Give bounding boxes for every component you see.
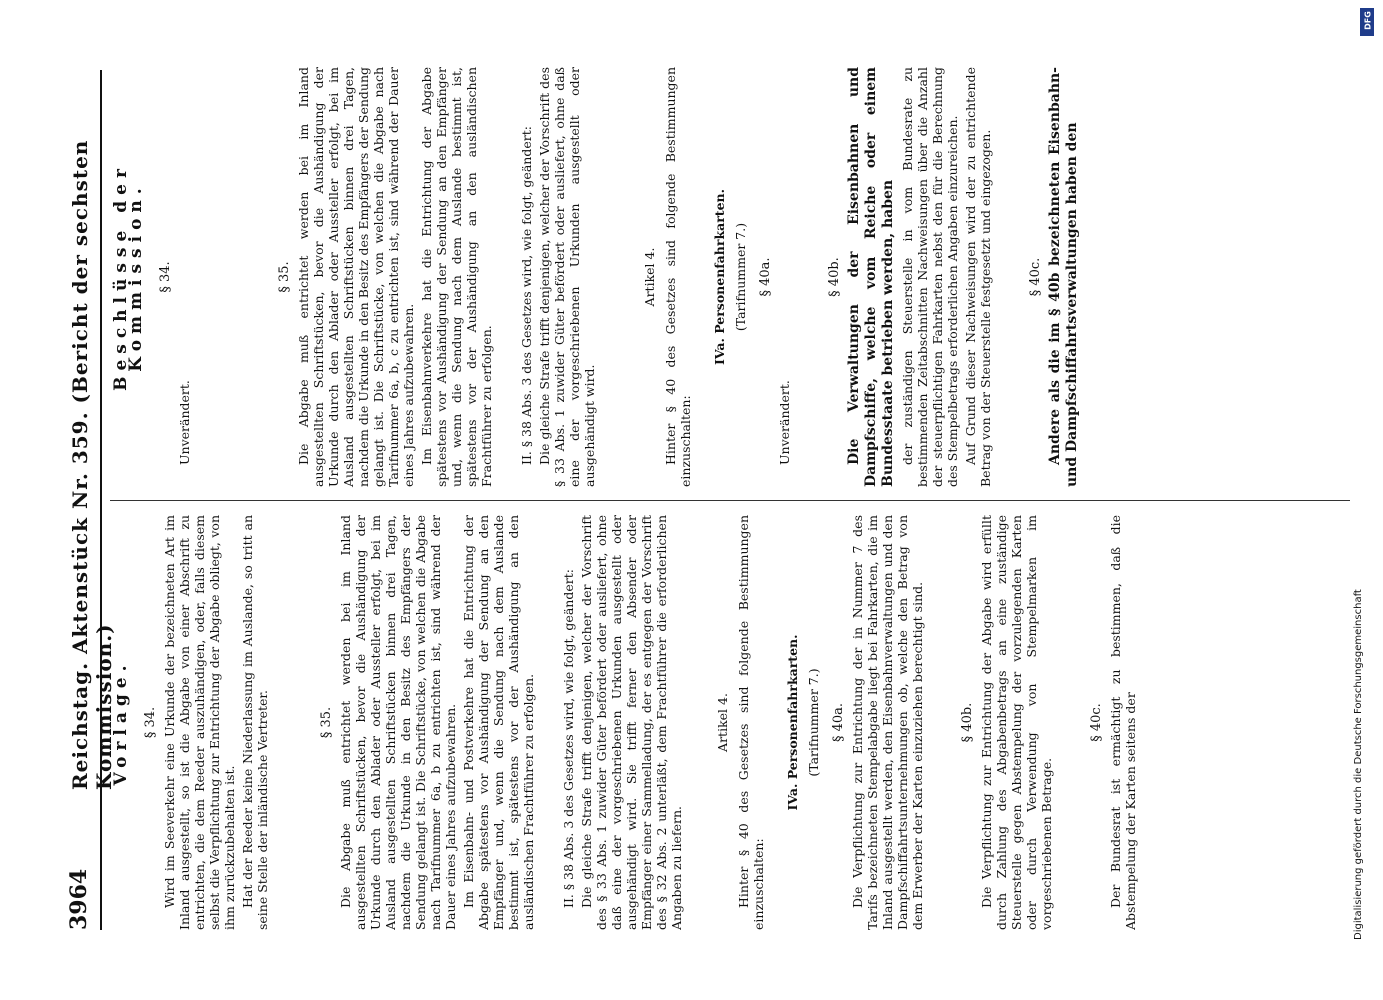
section-40b-paragraph-1-cont: der zuständigen Steuerstelle in vom Bundesrate zu bestimmenden Zeitabschnitten Nachweisungen über die Anzahl der steuerpflichtigen Fahrkarten nebst den für die Berechnung des Stempelbetrags erforderlichen Angaben einzureichen.: [900, 67, 960, 487]
dfg-logo-text: DFG: [1363, 11, 1373, 30]
section-40a-text-right: Unverändert.: [777, 380, 792, 465]
section-34-text-right: Unverändert.: [177, 380, 192, 465]
column-heading-beschluesse: Beschlüsse der Kommission.: [111, 163, 146, 391]
section-IVa-title: IVa. Personenfahrkarten.: [785, 634, 800, 811]
column-heading-vorlage: Vorlage.: [111, 659, 131, 786]
section-IVa-subtitle: (Tarifnummer 7.): [806, 668, 821, 777]
digitization-watermark: [1350, 40, 1372, 940]
section-40a-title-right: § 40a.: [758, 257, 773, 297]
section-40b-paragraph-1-bold: Die Verwaltungen der Eisenbahnen und Dampfschiffe, welche vom Reiche oder einem Bundesstaate betrieben werden, haben: [846, 67, 896, 487]
section-35-paragraph-1: Die Abgabe muß entrichtet werden bei im Inland ausgestellten Schriftstücken, bevor die Aushändigung der Urkunde durch den Ablader oder Aussteller erfolgt, bei im Ausland ausgestellten Schriftstücken binnen drei Tagen, nachdem die Urkunde in den Besitz des Empfängers der Sendung gelangt ist. Die Schriftstücke, von welchen die Abgabe nach Tarifnummer 6a, b zu entrichten ist, sind während der Dauer eines Jahres aufzubewahren.: [338, 515, 458, 930]
section-35-paragraph-2: Im Eisenbahn- und Postverkehre hat die Entrichtung der Abgabe spätestens vor Aushändigung der Sendung an den Empfänger und, wenn die Sendung nach dem Auslande bestimmt ist, spätestens vor der Aushändigung an den ausländischen Frachtführer zu erfolgen.: [461, 515, 536, 930]
dfg-logo: [1360, 8, 1374, 36]
page-header: [60, 70, 116, 930]
amendment-II-intro: II. § 38 Abs. 3 des Gesetzes wird, wie folgt, geändert:: [561, 569, 576, 908]
amendment-II-text: Die gleiche Strafe trifft denjenigen, welcher der Vorschrift des § 33 Abs. 1 zuwider Güter befördert oder ausliefert, ohne daß eine der vorgeschriebenen Urkunden ausgestellt oder ausgehändigt wird. Sie trifft ferner den Absender oder Empfänger einer Sammelladung, der es entgegen der Vorschrift des § 32 Abs. 2 unterläßt, dem Frachtführer die erforderlichen Angaben zu liefern.: [579, 515, 684, 930]
amendment-II-text-right: Die gleiche Strafe trifft denjenigen, welcher der Vorschrift des § 33 Abs. 1 zuwider Güter befördert oder ausliefert, ohne daß eine der vorgeschriebenen Urkunden ausgestellt oder ausgehändigt wird.: [537, 67, 597, 487]
section-40a-title: § 40a.: [831, 702, 846, 743]
section-34-title-right: § 34.: [158, 261, 173, 293]
section-40b-title: § 40b.: [960, 702, 975, 743]
amendment-II-intro-right: II. § 38 Abs. 3 des Gesetzes wird, wie folgt, geändert:: [519, 126, 534, 465]
section-IVa-subtitle-right: (Tarifnummer 7.): [733, 222, 748, 332]
section-IVa-title-right: IVa. Personenfahrkarten.: [712, 189, 727, 365]
article-4-text-right: Hinter § 40 des Gesetzes sind folgende Bestimmungen einzuschalten:: [663, 67, 693, 487]
section-40b-paragraph-2: Auf Grund dieser Nachweisungen wird der zu entrichtende Betrag von der Steuerstelle festgesetzt und eingezogen.: [963, 67, 993, 487]
section-35-title-right: § 35.: [277, 261, 292, 293]
page-title: Reichstag. Aktenstück Nr. 359. (Bericht der sechsten Kommission.): [68, 139, 116, 790]
section-34-title: § 34.: [143, 706, 158, 739]
column-vorlage: [110, 500, 1350, 930]
watermark-text: Digitalisierung gefördert durch die Deutsche Forschungsgemeinschaft: [1353, 589, 1364, 940]
section-40b-text: Die Verpflichtung zur Entrichtung der Abgabe wird erfüllt durch Zahlung des Abgabenbetrags an eine zuständige Steuerstelle gegen Abstempelung der vorzulegenden Karten oder durch Verwendung von Stempelmarken im vorgeschriebenen Betrage.: [979, 515, 1054, 930]
section-40c-title-right: § 40c.: [1028, 257, 1043, 297]
section-40c-title: § 40c.: [1089, 703, 1104, 742]
section-40b-title-right: § 40b.: [827, 257, 842, 297]
section-34-paragraph-1: Wird im Seeverkehr eine Urkunde der bezeichneten Art im Inland ausgestellt, so ist die Abgabe von einer Abschrift zu entrichten, die dem Reeder auszuhändigen, oder, falls diesem selbst die Verpflichtung zur Entrichtung der Abgabe obliegt, von ihm zurückzubehalten ist.: [162, 515, 237, 930]
column-beschluesse: [110, 67, 1350, 495]
article-4-title-right: Artikel 4.: [642, 247, 657, 307]
article-4-title: Artikel 4.: [715, 693, 730, 752]
section-40a-text: Die Verpflichtung zur Entrichtung der in Nummer 7 des Tarifs bezeichneten Stempelabgabe liegt bei Fahrkarten, die im Inland ausgestellt werden, den Eisenbahnverwaltungen und den Dampfschiffahrtsunternehmungen ob, welche den Betrag von dem Erwerber der Karten einzuziehen berechtigt sind.: [850, 515, 925, 930]
section-35-paragraph-1-right: Die Abgabe muß entrichtet werden bei im Inland ausgestellten Schriftstücken, bevor die Aushändigung der Urkunde durch den Ablader oder Aussteller erfolgt, bei im Ausland ausgestellten Schriftstücken binnen drei Tagen, nachdem die Urkunde in den Besitz des Empfängers der Sendung gelangt ist. Die Schriftstücke, von welchen die Abgabe nach Tarifnummer 6a, b, c zu entrichten ist, sind während der Dauer eines Jahres aufzubewahren.: [296, 67, 416, 487]
section-34-paragraph-2: Hat der Reeder keine Niederlassung im Auslande, so tritt an seine Stelle der inländische Vertreter.: [240, 515, 270, 930]
section-35-title: § 35.: [319, 706, 334, 739]
page-number: 3964: [66, 868, 92, 930]
section-35-paragraph-2-right: Im Eisenbahnverkehre hat die Entrichtung der Abgabe spätestens vor Aushändigung der Sendung an den Empfänger und, wenn die Sendung nach dem Auslande bestimmt ist, spätestens vor der Aushändigung an den ausländischen Frachtführer zu erfolgen.: [419, 67, 494, 487]
section-40c-text: Der Bundesrat ist ermächtigt zu bestimmen, daß die Abstempelung der Karten seitens der: [1108, 515, 1138, 930]
article-4-text: Hinter § 40 des Gesetzes sind folgende Bestimmungen einzuschalten:: [736, 515, 766, 930]
section-40c-text-right: Andere als die im § 40b bezeichneten Eisenbahn- und Dampfschiffahrtsverwaltungen haben den: [1047, 67, 1080, 487]
